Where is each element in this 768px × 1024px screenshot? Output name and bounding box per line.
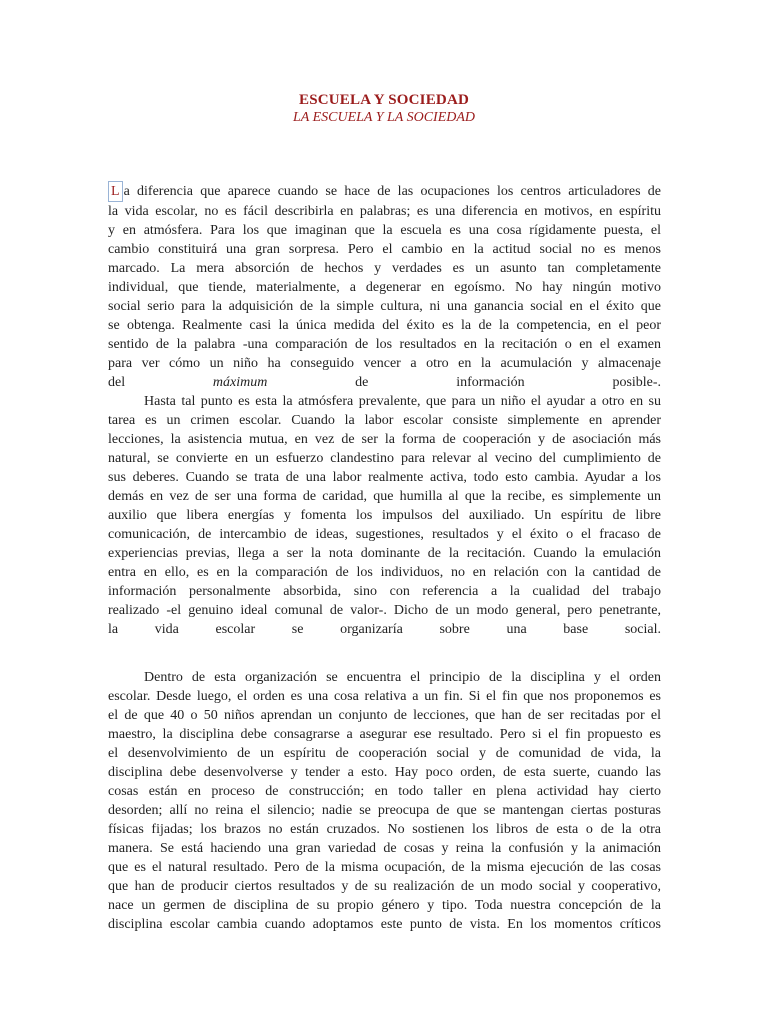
- paragraph-line: cosas están en proceso de construcción; en todo taller en plena actividad hay cierto: [108, 784, 661, 799]
- paragraph-line: individual, que tiende, materialmente, a degenerar en egoísmo. No hay ningún motivo: [108, 280, 661, 295]
- emphasis-maximum: máximum: [212, 375, 268, 390]
- paragraph-line: experiencias previas, llega a ser la nota dominante de la recitación. Cuando la emulación: [108, 546, 661, 561]
- paragraph-line: natural, se convierte en un esfuerzo clandestino para relevar al vecino del cumplimiento de: [108, 451, 661, 466]
- paragraph-line: demás en vez de ser una forma de caridad, que humilla al que la recibe, es simplemente un: [108, 489, 661, 504]
- paragraph-line: maestro, la disciplina debe consagrarse a asegurar ese resultado. Pero si el fin propuesto es: [108, 727, 661, 742]
- section-2: [108, 668, 661, 934]
- paragraph-line: se obtenga. Realmente casi la única medida del éxito es la de la competencia, en el peor: [108, 318, 661, 333]
- paragraph-line: nace un germen de disciplina de su propio género y tipo. Toda nuestra concepción de la: [108, 898, 661, 913]
- paragraph-line: físicas fijadas; los brazos no están cruzados. No sostienen los libros de esta o de la otra: [108, 822, 661, 837]
- section-1: [108, 181, 661, 639]
- paragraph-line: que han de producir ciertos resultados y de su realización de un modo social y cooperativo,: [108, 879, 661, 894]
- document-subtitle: LA ESCUELA Y LA SOCIEDAD: [292, 110, 476, 125]
- paragraph-line: Hasta tal punto es esta la atmósfera prevalente, que para un niño el ayudar a otro en su: [144, 394, 661, 409]
- paragraph-line: tarea es un crimen escolar. Cuando la labor escolar consiste simplemente en aprender: [108, 413, 661, 428]
- paragraph-line: y en atmósfera. Para los que imaginan que la escuela es una cosa rígidamente puesta, el: [108, 223, 661, 238]
- drop-cap: L: [108, 181, 123, 202]
- paragraph-line: disciplina debe desenvolverse y tender a esto. Hay poco orden, de esta suerte, cuando las: [108, 765, 661, 780]
- paragraph-line: social serio para la adquisición de la simple cultura, ni una ganancia social en el éxito que: [108, 299, 661, 314]
- paragraph-line: lecciones, la asistencia mutua, en vez de ser la forma de cooperación y de asociación más: [108, 432, 661, 447]
- paragraph-line: cambio constituirá una gran sorpresa. Pero el cambio en la actitud social no es menos: [108, 242, 661, 257]
- document-title: ESCUELA Y SOCIEDAD: [298, 92, 470, 108]
- paragraph-line: el de que 40 o 50 niños aprendan un conjunto de lecciones, que han de ser recitadas por el: [108, 708, 661, 723]
- paragraph-line: que es el natural resultado. Pero de la misma ocupación, de la misma ejecución de las cosas: [108, 860, 661, 875]
- paragraph-line: L a diferencia que aparece cuando se hace de las ocupaciones los centros articuladores de: [108, 181, 661, 202]
- paragraph-line: sentido de la palabra -una comparación de los resultados en la recitación o en el examen: [108, 337, 661, 352]
- paragraph-line: del máximum de información posible-.: [108, 375, 662, 390]
- paragraph-line: Dentro de esta organización se encuentra el principio de la disciplina y el orden: [144, 670, 661, 685]
- paragraph-line: información personalmente absorbida, sino con referencia a la cualidad del trabajo: [108, 584, 661, 599]
- paragraph-line: para ver cómo un niño ha conseguido vencer a otro en la acumulación y almacenaje: [108, 356, 661, 371]
- paragraph-line: disciplina escolar cambia cuando adoptamos este punto de vista. En los momentos críticos: [108, 917, 661, 932]
- paragraph-line: la vida escolar, no es fácil describirla en palabras; es una diferencia en motivos, en espíritu: [108, 204, 661, 219]
- paragraph-line: marcado. La mera absorción de hechos y verdades es un asunto tan completamente: [108, 261, 661, 276]
- paragraph-line: manera. Se está haciendo una gran variedad de cosas y reina la confusión y la animación: [108, 841, 661, 856]
- paragraph-line: desorden; allí no reina el silencio; nadie se preocupa de que se mantengan ciertas posturas: [108, 803, 661, 818]
- paragraph-line: escolar. Desde luego, el orden es una cosa relativa a un fin. Si el fin que nos proponemos es: [108, 689, 661, 704]
- paragraph-line: comunicación, de intercambio de ideas, sugestiones, resultados y el éxito o el fracaso de: [108, 527, 661, 542]
- paragraph-line: auxilio que libera energías y fomenta los impulsos del auxiliado. Un espíritu de libre: [108, 508, 661, 523]
- paragraph-line: sus deberes. Cuando se trata de una labor realmente activa, todo esto cambia. Ayudar a los: [108, 470, 661, 485]
- paragraph-line: realizado -el genuino ideal comunal de valor-. Dicho de un modo general, pero penetrante,: [108, 603, 661, 618]
- paragraph-line: entra en ello, es en la comparación de los individuos, no en relación con la cantidad de: [108, 565, 661, 580]
- paragraph-line: el desenvolvimiento de un espíritu de cooperación social y de comunidad de vida, la: [108, 746, 661, 761]
- paragraph-line: la vida escolar se organizaría sobre una base social.: [108, 622, 661, 637]
